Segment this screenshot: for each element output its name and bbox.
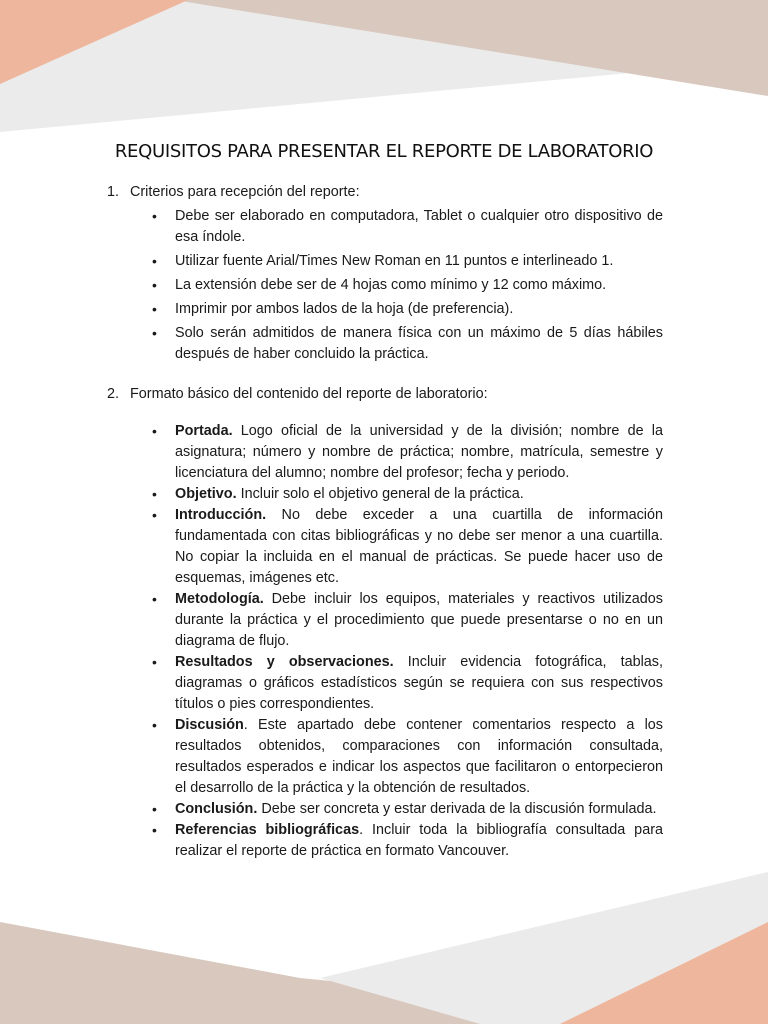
item-text: Debe incluir los equipos, materiales y reactivos utilizados durante la práctica y el procedimiento que puede presentarse o no en un diagrama de flujo. (175, 591, 663, 649)
bullet-dot-icon: • (152, 486, 157, 502)
bullet-dot-icon: • (152, 277, 157, 293)
list-item (151, 299, 663, 320)
list-item (151, 820, 663, 862)
item-text: Utilizar fuente Arial/Times New Roman en 11 puntos e interlineado 1. (175, 253, 614, 269)
report-format-list (151, 421, 663, 862)
item-label: Objetivo. (175, 486, 237, 502)
item-text: Debe ser concreta y estar derivada de la discusión formulada. (257, 801, 657, 817)
item-text: . Este apartado debe contener comentarios respecto a los resultados obtenidos, comparaciones con información consultada, resultados esperados e indicar los aspectos que facilitaron o entorpecieron el desarrollo de la práctica y la obtención de resultados. (175, 717, 663, 796)
section-number: 2. (107, 386, 120, 402)
list-item (151, 799, 663, 820)
page-title: REQUISITOS PARA PRESENTAR EL REPORTE DE LABORATORIO (114, 141, 654, 162)
section-heading-text: Formato básico del contenido del reporte de laboratorio: (130, 386, 488, 402)
list-item (151, 505, 663, 589)
item-text: Incluir evidencia fotográfica, tablas, diagramas o gráficos estadísticos según se requiera con sus respectivos títulos o pies correspondientes. (175, 654, 663, 712)
item-label: Introducción. (175, 507, 267, 523)
bullet-dot-icon: • (152, 208, 157, 224)
section-heading-1 (107, 182, 360, 203)
list-item (151, 421, 663, 484)
bullet-dot-icon: • (152, 301, 157, 317)
item-text: Debe ser elaborado en computadora, Tablet o cualquier otro dispositivo de esa índole. (175, 208, 663, 245)
bullet-dot-icon: • (152, 822, 157, 838)
bullet-dot-icon: • (152, 801, 157, 817)
item-text: Incluir solo el objetivo general de la práctica. (236, 486, 524, 502)
item-text: Solo serán admitidos de manera física con un máximo de 5 días hábiles después de haber concluido la práctica. (175, 325, 663, 362)
item-label: Discusión (175, 717, 244, 733)
bullet-dot-icon: • (152, 654, 157, 670)
list-item (151, 206, 663, 248)
list-item (151, 715, 663, 799)
bullet-dot-icon: • (152, 591, 157, 607)
section-heading-text: Criterios para recepción del reporte: (130, 184, 360, 200)
list-item (151, 275, 663, 296)
bullet-dot-icon: • (152, 717, 157, 733)
item-label: Referencias bibliográficas (175, 822, 360, 838)
list-item (151, 251, 663, 272)
bullet-dot-icon: • (152, 507, 157, 523)
bullet-dot-icon: • (152, 325, 157, 341)
reception-criteria-list (151, 206, 663, 368)
item-text: La extensión debe ser de 4 hojas como mínimo y 12 como máximo. (175, 277, 607, 293)
item-text: Logo oficial de la universidad y de la división; nombre de la asignatura; número y nombre de práctica; nombre, matrícula, semestre y licenciatura del alumno; nombre del profesor; fecha y periodo. (175, 423, 663, 481)
item-label: Resultados y observaciones. (175, 654, 394, 670)
item-label: Metodología. (175, 591, 264, 607)
section-heading-2 (107, 384, 488, 405)
item-label: Portada. (175, 423, 233, 439)
bullet-dot-icon: • (152, 423, 157, 439)
list-item (151, 484, 663, 505)
item-label: Conclusión. (175, 801, 258, 817)
list-item (151, 589, 663, 652)
bullet-dot-icon: • (152, 253, 157, 269)
item-text: No debe exceder a una cuartilla de información fundamentada con citas bibliográficas y no debe ser menor a una cuartilla. No copiar la incluida en el manual de prácticas. Se puede hacer uso de esquemas, imágenes etc. (175, 507, 663, 586)
list-item (151, 652, 663, 715)
item-text: . Incluir toda la bibliografía consultada para realizar el reporte de práctica en formato Vancouver. (175, 822, 663, 859)
section-number: 1. (107, 184, 120, 200)
list-item (151, 323, 663, 365)
item-text: Imprimir por ambos lados de la hoja (de preferencia). (175, 301, 514, 317)
